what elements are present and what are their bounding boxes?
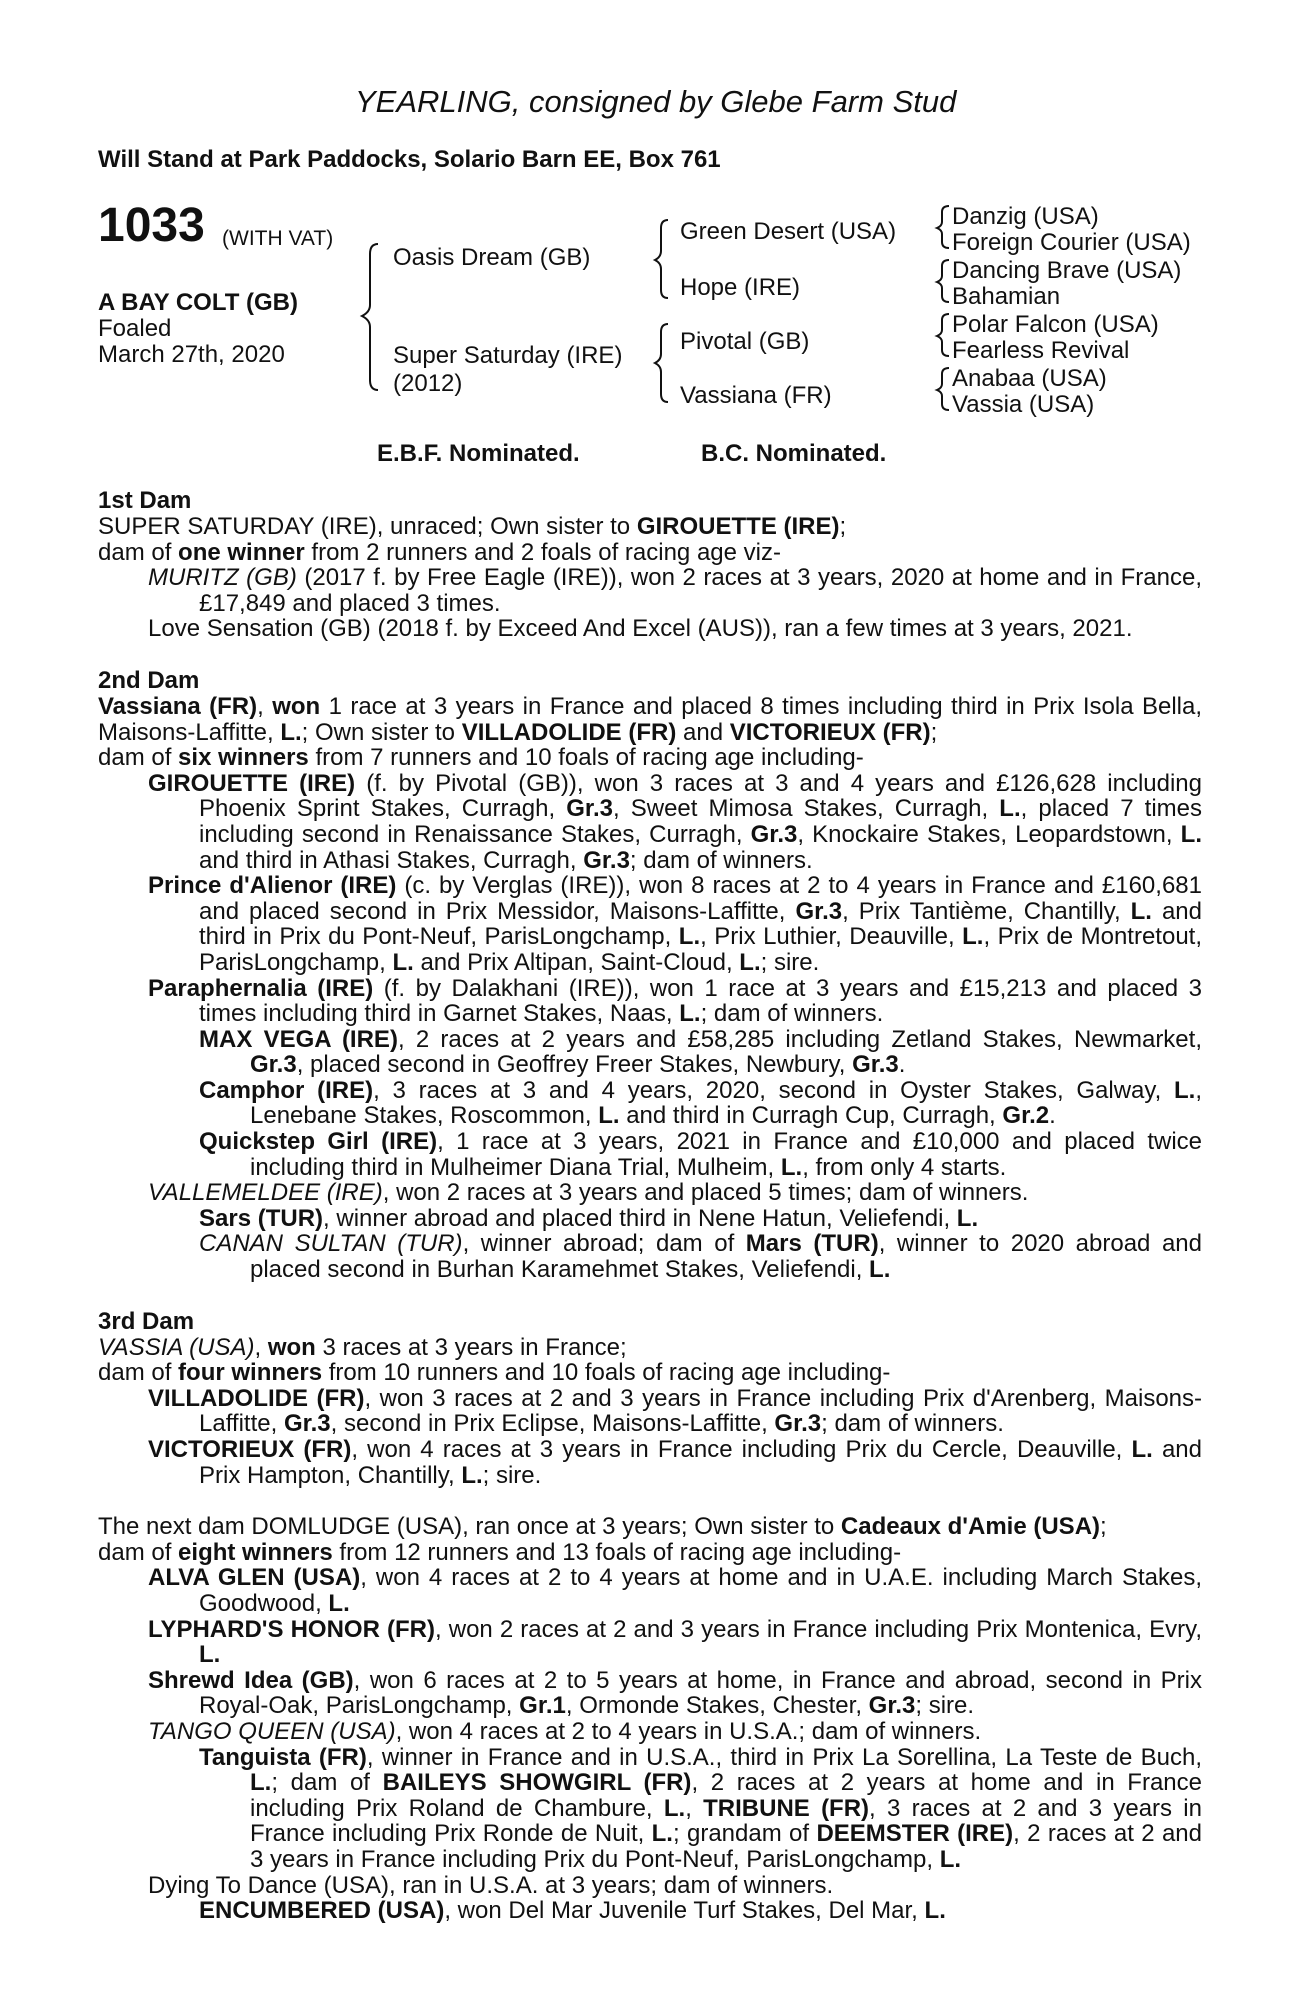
second-dam-grandfoal: Sars (TUR), winner abroad and placed third in Nene Hatun, Veliefendi, L. bbox=[199, 1204, 979, 1232]
next-dam-grandfoal: ENCUMBERED (USA), won Del Mar Juvenile Turf Stakes, Del Mar, L. bbox=[199, 1897, 946, 1925]
next-dam-section bbox=[98, 1514, 1202, 1924]
second-dam-produce: dam of six winners from 7 runners and 10 foals of racing age including- bbox=[98, 744, 864, 772]
consignor-heading: YEARLING, consigned by Glebe Farm Stud bbox=[355, 84, 957, 119]
foaled-date: March 27th, 2020 bbox=[98, 341, 285, 368]
catalogue-body bbox=[98, 488, 1202, 1924]
second-dam-grandfoal: CANAN SULTAN (TUR), winner abroad; dam of Mars (TUR), winner to 2020 abroad and placed second in Burhan Karamehmet Stakes, Veliefendi, L. bbox=[199, 1230, 1202, 1284]
pedigree-gen3-8: Vassia (USA) bbox=[952, 391, 1095, 418]
third-dam-foal: VICTORIEUX (FR), won 4 races at 3 years in France including Prix du Cercle, Deauville, L. and Prix Hampton, Chantilly, L.; sire. bbox=[148, 1436, 1202, 1489]
pedigree-dam: Super Saturday (IRE) bbox=[393, 342, 623, 369]
next-dam-foal: Dying To Dance (USA), ran in U.S.A. at 3 years; dam of winners. bbox=[148, 1871, 834, 1899]
next-dam-entry: The next dam DOMLUDGE (USA), ran once at 3 years; Own sister to Cadeaux d'Amie (USA); bbox=[98, 1513, 1107, 1541]
next-dam-foal: LYPHARD'S HONOR (FR), won 2 races at 2 and 3 years in France including Prix Montenica, Evry, L. bbox=[148, 1615, 1202, 1669]
foaled-label: Foaled bbox=[98, 315, 172, 342]
second-dam-grandfoal: Camphor (IRE), 3 races at 3 and 4 years, 2020, second in Oyster Stakes, Galway, L., Lenebane Stakes, Roscommon, L. and third in Curragh Cup, Curragh, Gr.2. bbox=[199, 1076, 1203, 1130]
pedigree-dam-year: (2012) bbox=[393, 370, 463, 397]
pedigree-brackets bbox=[0, 0, 1314, 440]
pedigree-gen3-4: Bahamian bbox=[952, 283, 1061, 310]
second-dam-foal: Prince d'Alienor (IRE) (c. by Verglas (IRE)), won 8 races at 2 to 4 years in France and £160,681 and placed second in Prix Messidor, Maisons-Laffitte, Gr.3, Prix Tantième, Chantilly, L. and third in Prix du Pont-Neuf, ParisLongchamp, L., Prix Luthier, Deauville, L., Prix de Montretout, ParisLongchamp, L. and Prix Altipan, Saint-Cloud, L.; sire. bbox=[148, 872, 1202, 976]
second-dam-grandfoal: MAX VEGA (IRE), 2 races at 2 years and £58,285 including Zetland Stakes, Newmarket, Gr.3, placed second in Geoffrey Freer Stakes, Newbury, Gr.3. bbox=[199, 1025, 1202, 1079]
pedigree-sire: Oasis Dream (GB) bbox=[393, 244, 591, 271]
next-dam-produce: dam of eight winners from 12 runners and 13 foals of racing age including- bbox=[98, 1538, 902, 1566]
next-dam-foal: ALVA GLEN (USA), won 4 races at 2 to 4 years at home and in U.A.E. including March Stakes, Goodwood, L. bbox=[148, 1564, 1202, 1617]
ebf-nomination: E.B.F. Nominated. bbox=[377, 440, 580, 467]
second-dam-entry: Vassiana (FR), won 1 race at 3 years in France and placed 8 times including third in Prix Isola Bella, Maisons-Laffitte, L.; Own sister to VILLADOLIDE (FR) and VICTORIEUX (FR); bbox=[98, 692, 1202, 746]
bc-nomination: B.C. Nominated. bbox=[701, 440, 887, 467]
second-dam-foal: Paraphernalia (IRE) (f. by Dalakhani (IRE)), won 1 race at 3 years and £15,213 and placed 3 times including third in Garnet Stakes, Naas, L.; dam of winners. bbox=[148, 974, 1202, 1028]
second-dam-grandfoal: Quickstep Girl (IRE), 1 race at 3 years, 2021 in France and £10,000 and placed twice including third in Mulheimer Diana Trial, Mulheim, L., from only 4 starts. bbox=[199, 1128, 1202, 1181]
pedigree-gen3-6: Fearless Revival bbox=[952, 337, 1130, 364]
pedigree-gen3-7: Anabaa (USA) bbox=[952, 365, 1107, 392]
pedigree-sire-sire: Green Desert (USA) bbox=[680, 218, 897, 245]
pedigree-gen3-1: Danzig (USA) bbox=[952, 203, 1099, 230]
first-dam-foal: Love Sensation (GB) (2018 f. by Exceed And Excel (AUS)), ran a few times at 3 years, 2021. bbox=[148, 615, 1133, 643]
second-dam-foal: GIROUETTE (IRE) (f. by Pivotal (GB)), won 3 races at 3 and 4 years and £126,628 including Phoenix Sprint Stakes, Curragh, Gr.3, Sweet Mimosa Stakes, Curragh, L., placed 7 times including second in Renaissance Stakes, Curragh, Gr.3, Knockaire Stakes, Leopardstown, L. and third in Athasi Stakes, Curragh, Gr.3; dam of winners. bbox=[148, 769, 1203, 874]
pedigree-dam-sire: Pivotal (GB) bbox=[680, 328, 810, 355]
second-dam-section bbox=[98, 668, 1202, 1283]
section-title-second-dam: 2nd Dam bbox=[98, 666, 200, 694]
third-dam-entry: VASSIA (USA), won 3 races at 3 years in France; bbox=[98, 1333, 627, 1361]
first-dam-section bbox=[98, 488, 1202, 642]
pedigree-sire-dam: Hope (IRE) bbox=[680, 274, 801, 301]
pedigree-gen3-2: Foreign Courier (USA) bbox=[952, 229, 1191, 256]
stand-location: Will Stand at Park Paddocks, Solario Barn EE, Box 761 bbox=[98, 146, 721, 173]
third-dam-produce: dam of four winners from 10 runners and 10 foals of racing age including- bbox=[98, 1359, 891, 1387]
third-dam-foal: VILLADOLIDE (FR), won 3 races at 2 and 3 years in France including Prix d'Arenberg, Maisons-Laffitte, Gr.3, second in Prix Eclipse, Maisons-Laffitte, Gr.3; dam of winners. bbox=[148, 1384, 1203, 1438]
lot-number: 1033 bbox=[98, 199, 205, 252]
pedigree-gen3-5: Polar Falcon (USA) bbox=[952, 311, 1159, 338]
first-dam-foal: MURITZ (GB) (2017 f. by Free Eagle (IRE)), won 2 races at 3 years, 2020 at home and in France, £17,849 and placed 3 times. bbox=[148, 564, 1202, 617]
section-title-third-dam: 3rd Dam bbox=[98, 1307, 195, 1335]
first-dam-produce: dam of one winner from 2 runners and 2 foals of racing age viz- bbox=[98, 538, 781, 566]
next-dam-grandfoal: Tanguista (FR), winner in France and in U.S.A., third in Prix La Sorellina, La Teste de Buch, L.; dam of BAILEYS SHOWGIRL (FR), 2 races at 2 years at home and in France including Prix Roland de Chambure, L., TRIBUNE (FR), 3 races at 2 and 3 years in France including Prix Ronde de Nuit, L.; grandam of DEEMSTER (IRE), 2 races at 2 and 3 years in France including Prix du Pont-Neuf, ParisLongchamp, L. bbox=[199, 1743, 1203, 1873]
second-dam-foal: VALLEMELDEE (IRE), won 2 races at 3 years and placed 5 times; dam of winners. bbox=[148, 1179, 1029, 1207]
pedigree-gen3-3: Dancing Brave (USA) bbox=[952, 257, 1182, 284]
next-dam-foal: TANGO QUEEN (USA), won 4 races at 2 to 4 years in U.S.A.; dam of winners. bbox=[148, 1717, 982, 1745]
first-dam-entry: SUPER SATURDAY (IRE), unraced; Own sister to GIROUETTE (IRE); bbox=[98, 513, 847, 540]
third-dam-section bbox=[98, 1309, 1202, 1489]
lot-description: A BAY COLT (GB) bbox=[98, 289, 299, 316]
section-title-first-dam: 1st Dam bbox=[98, 487, 192, 514]
vat-label: (WITH VAT) bbox=[222, 227, 334, 250]
next-dam-foal: Shrewd Idea (GB), won 6 races at 2 to 5 years at home, in France and abroad, second in Prix Royal-Oak, ParisLongchamp, Gr.1, Ormonde Stakes, Chester, Gr.3; sire. bbox=[148, 1666, 1203, 1720]
pedigree-dam-dam: Vassiana (FR) bbox=[680, 382, 832, 409]
